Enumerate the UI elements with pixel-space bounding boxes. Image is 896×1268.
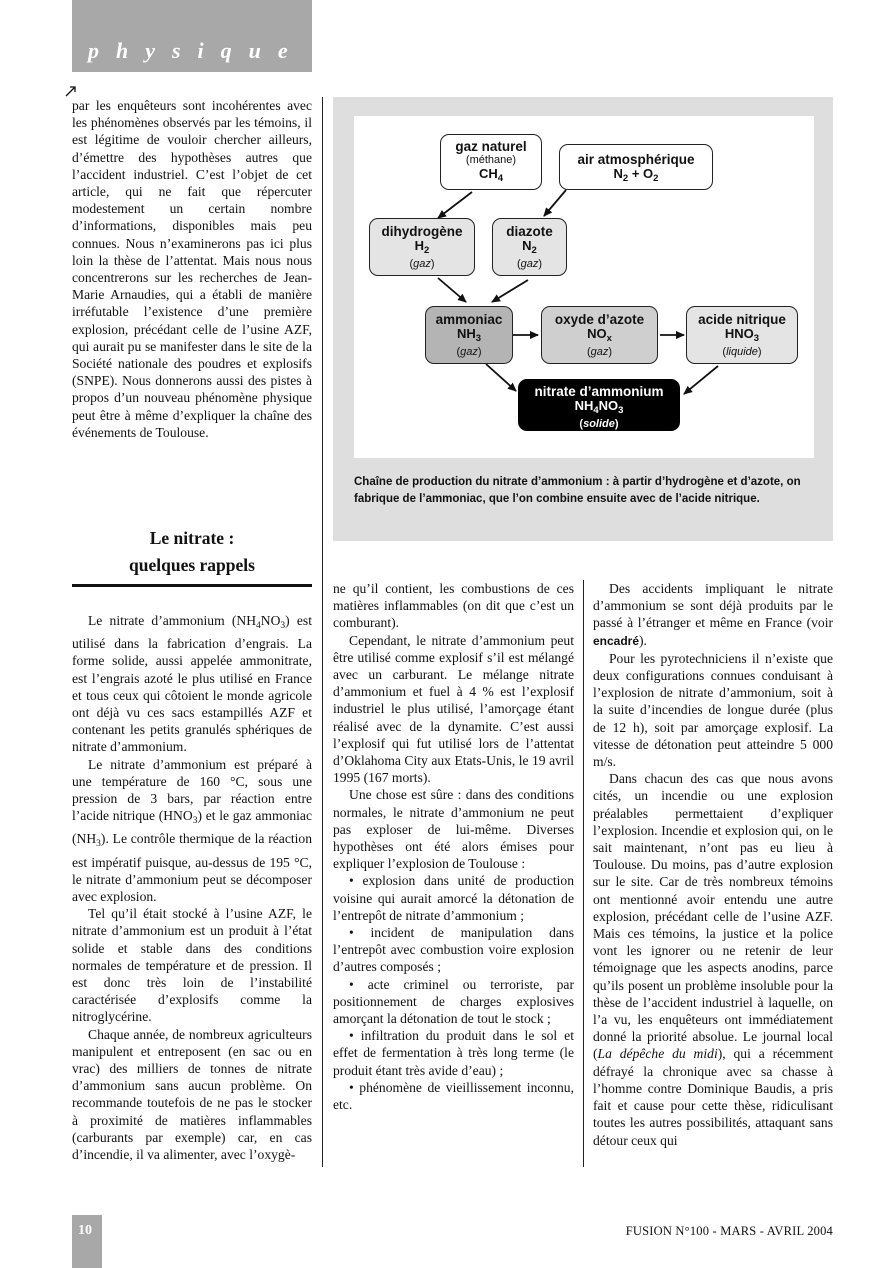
- list-item: • incident de manipulation dans l’entrepôt avec combustion voire explosion d’autres composés ;: [333, 925, 574, 975]
- paragraph: Des accidents impliquant le nitrate d’ammonium se sont déjà produits par le passé à l’étranger et même en France (voir encadré).: [593, 581, 833, 648]
- arrow-dihydrogene-to-ammoniac: [438, 278, 466, 302]
- section-tab: [72, 0, 312, 72]
- node-diazote: diazote $N_2$ (gaz): [492, 218, 567, 276]
- column-2: [333, 580, 574, 1113]
- column-1-bottom: [72, 612, 312, 1163]
- list-item: • explosion dans unité de production voisine qui aurait amorcé la détonation de l’entrepôt de nitrate d’ammonium ;: [333, 873, 574, 923]
- arrow-ammoniac-to-nitrate: [486, 364, 516, 391]
- section-label: physique: [88, 38, 305, 63]
- figure-caption: Chaîne de production du nitrate d’ammonium : à partir d’hydrogène et d’azote, on fabrique de l’ammoniac, que l’on combine ensuite avec de l’acide nitrique.: [354, 476, 801, 505]
- paragraph: Pour les pyrotechniciens il n’existe que deux configurations connues conduisant à l’explosion de nitrate d’ammonium, soit à la suite d’incendies de longue durée (plus de 12 h), soit par amorçage explosif. La vitesse de détonation peut atteindre 5 000 m/s.: [593, 650, 833, 770]
- list-item: • acte criminel ou terroriste, par positionnement de charges explosives amorçant la détonation de tout le stock ;: [333, 976, 574, 1027]
- column-3: [593, 580, 833, 1149]
- node-air-atmospherique: air atmosphérique $N_2 + O_2$: [559, 144, 713, 190]
- journal-title: La dépêche du midi: [597, 1046, 718, 1062]
- list-item: • phénomène de vieillissement inconnu, etc.: [333, 1079, 574, 1113]
- arrow-air-to-diazote: [544, 190, 566, 216]
- encadre-reference: encadré: [593, 633, 640, 648]
- paragraph: Le nitrate d’ammonium est préparé à une température de 160 °C, sous une pression de 3 bars, par réaction entre l’acide nitrique $(HNO_3)$ et le gaz ammoniac $(NH_3)$. Le contrôle thermique de la réaction est impératif puisque, au-dessus de 195 °C, le nitrate d’ammonium peut se décomposer avec explosion.: [72, 756, 312, 905]
- paragraph: Une chose est sûre : dans des conditions normales, le nitrate d’ammonium ne peut pas exploser de lui-même. Diverses hypothèses ont été alors émises pour expliquer l’explosion de Toulouse :: [333, 787, 574, 872]
- arrow-acide-to-nitrate: [684, 366, 718, 394]
- paragraph: Dans chacun des cas que nous avons cités, un incendie ou une explosion préalables permettaient d’expliquer l’explosion. Incendie et explosion qui, on le sait maintenant, n’ont pas eu lieu à Toulouse. Du moins, pas d’autre explosion sur le site. Car de très nombreux témoins ont mentionné avoir entendu une autre explosion, précédant celle de l’usine AZF. Mais ces témoins, la justice et la police vont les ignorer ou ne retenir de leur témoignage que les aspects anodins, parce qu’ils posent un problème insoluble pour la thèse de l’accident industriel à laquelle, on l’a vu, les enquêteurs ont immédiatement donné la priorité absolue. Le journal local (La dépêche du midi), qui a récemment défrayé la chronique avec sa chasse à l’homme contre Dominique Baudis, a pris fait et cause pour cette thèse, ridiculisant toutes les autres possibilités, attaquant sans détour ceux qui: [593, 771, 833, 1148]
- arrow-diazote-to-ammoniac: [492, 280, 528, 302]
- journal-footer: FUSION N°100 - MARS - AVRIL 2004: [625, 1224, 833, 1238]
- list-item: • infiltration du produit dans le sol et effet de fermentation à très long terme (le produit étant très avide d’eau) ;: [333, 1028, 574, 1078]
- page-number: 10: [78, 1223, 92, 1238]
- paragraph: par les enquêteurs sont incohérentes avec les phénomènes observés par les témoins, il est légitime de vouloir chercher ailleurs, d’émettre des hypothèses autres que l’accident industriel. C’est l’objet de cet article, qui ne fait que répercuter modestement un certain nombre d’informations, disponibles mais peu connues. Nous n’examinerons pas ici plus loin la thèse de l’attentat. Mais nous nous concentrerons sur les recherches de Jean-Marie Arnaudies, qui a établi de manière irréfutable l’existence d’une première explosion, précédant celle de l’usine AZF, qui aurait pu se manifester dans le site de la Société nationale des poudres et explosifs (SNPE). Nous donnerons aussi des pistes à propos d’un nouveau phénomène physique peut être à même d’expliquer la chaîne des événements de Toulouse.: [72, 98, 312, 440]
- heading-rule: [72, 584, 312, 587]
- column-divider: [583, 580, 584, 1167]
- node-ammoniac: ammoniac $NH_3$ (gaz): [425, 306, 513, 364]
- node-dihydrogene: dihydrogène $H_2$ (gaz): [369, 218, 475, 276]
- paragraph: Tel qu’il était stocké à l’usine AZF, le nitrate d’ammonium est un produit à l’état solide et stable dans des conditions normales de température et de pression. Il est donc très loin de l’instabilité caractérisée d’explosifs comme la nitroglycérine.: [72, 906, 312, 1025]
- paragraph: Cependant, le nitrate d’ammonium peut être utilisé comme explosif s’il est mélangé avec un carburant. Le mélange nitrate d’ammonium et fuel à 4 % est l’explosif industriel le plus utilisé, l’amorçage étant réalisé avec de la dynamite. C’est aussi l’explosif qui fut utilisé lors de l’attentat d’Oklahoma City aux Etats-Unis, le 19 avril 1995 (167 morts).: [333, 632, 574, 786]
- paragraph: Chaque année, de nombreux agriculteurs manipulent et entreposent (en sac ou en vrac) des milliers de tonnes de nitrate d’ammonium sans aucun problème. On recommande toutefois de ne pas le stocker à proximité de matières inflammables (carburants par exemple) car, en cas d’incendie, il va alimenter, avec l’oxygè-: [72, 1026, 312, 1163]
- section-heading: [72, 525, 312, 579]
- paragraph: Le nitrate d’ammonium $(NH_4NO_3)$ est utilisé dans la fabrication d’engrais. La forme solide, aussi appelée ammonitrate, est l’engrais azoté le plus utilisé en France et tous ceux qui côtoient le monde agricole ont déjà vu ces sacs estampillés AZF et contenant les petits granulés sphériques de nitrate d’ammonium.: [72, 613, 312, 755]
- column-divider: [322, 97, 323, 1167]
- arrow-gaz-to-dihydrogene: [438, 192, 472, 218]
- paragraph: ne qu’il contient, les combustions de ces matières inflammables (on dit que c’est un comburant).: [333, 581, 574, 631]
- heading-line-1: Le nitrate :: [149, 528, 235, 548]
- column-1-top: [72, 97, 312, 441]
- node-gaz-naturel: gaz naturel (méthane) $CH_4$: [440, 134, 542, 190]
- continuation-arrow-icon: [64, 84, 78, 98]
- node-oxyde-d-azote: oxyde d’azote $NO_x$ (gaz): [541, 306, 658, 364]
- heading-line-2: quelques rappels: [129, 555, 255, 575]
- node-acide-nitrique: acide nitrique $HNO_3$ (liquide): [686, 306, 798, 364]
- node-nitrate-d-ammonium: nitrate d’ammonium $NH_4NO_3$ (solide): [518, 379, 680, 431]
- page-number-tab: [72, 1215, 102, 1268]
